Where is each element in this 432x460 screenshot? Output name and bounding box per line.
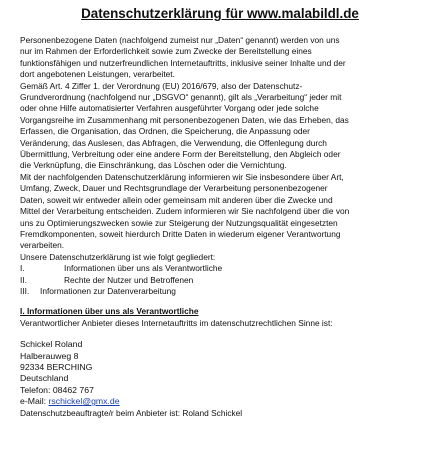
toc-number: I. bbox=[20, 263, 25, 274]
toc-number: III. bbox=[20, 285, 30, 296]
text-line: Fremdkomponenten, soweit hierdurch Dritte Daten in wiederum eigener Verantwortung bbox=[20, 228, 341, 239]
contact-block bbox=[20, 339, 420, 419]
text-line: Daten, soweit wir entweder allein oder gemeinsam mit anderen über die Zwecke und bbox=[20, 194, 333, 205]
toc-item bbox=[20, 286, 420, 297]
privacy-policy-page bbox=[20, 0, 420, 419]
toc-number: II. bbox=[20, 274, 27, 285]
text-line: Veränderung, das Auslesen, das Abfragen, die Verwendung, die Offenlegung durch bbox=[20, 137, 327, 148]
text-line: Umfang, Zweck, Dauer und Rechtsgrundlage der Verarbeitung personenbezogener bbox=[20, 183, 328, 194]
email-link[interactable]: rschickel@gmx.de bbox=[48, 396, 120, 407]
text-line: nur im Rahmen der Erforderlichkeit sowie zum Zwecke der Bereitstellung eines bbox=[20, 46, 312, 57]
text-line: oder ohne Hilfe automatisierter Verfahren ausgeführter Vorgang oder jede solche bbox=[20, 103, 319, 114]
text-line: Mit der nachfolgenden Datenschutzerklärung informieren wir Sie insbesondere über Art, bbox=[20, 171, 344, 182]
text-line: verarbeiten. bbox=[20, 240, 65, 251]
text-line: Vorgangsreihe im Zusammenhang mit personenbezogenen Daten, wie das Erheben, das bbox=[20, 114, 349, 125]
contact-phone: Telefon: 08462 767 bbox=[20, 384, 94, 395]
contact-country: Deutschland bbox=[20, 373, 69, 384]
text-line: Gemäß Art. 4 Ziffer 1. der Verordnung (EU) 2016/679, also der Datenschutz- bbox=[20, 80, 303, 91]
email-label: e-Mail: bbox=[20, 396, 49, 407]
toc-item bbox=[20, 275, 420, 286]
section-intro: Verantwortlicher Anbieter dieses Internetauftritts im datenschutzrechtlichen Sinne ist: bbox=[20, 317, 333, 328]
toc-item bbox=[20, 263, 420, 274]
text-line: Personenbezogene Daten (nachfolgend zumeist nur „Daten“ genannt) werden von uns bbox=[20, 35, 340, 45]
toc-label: Informationen zur Datenverarbeitung bbox=[40, 285, 176, 296]
text-line: die Verknüpfung, die Einschränkung, das Löschen oder die Vernichtung. bbox=[20, 160, 287, 171]
toc-label: Informationen über uns als Verantwortliche bbox=[64, 263, 223, 274]
text-line: uns zu Optimierungszwecken sowie zur Steigerung der Nutzungsqualität eingesetzten bbox=[20, 217, 338, 228]
table-of-contents bbox=[20, 263, 420, 297]
data-protection-officer: Datenschutzbeauftragte/r beim Anbieter ist: Roland Schickel bbox=[20, 407, 243, 418]
contact-name: Schickel Roland bbox=[20, 339, 83, 350]
contact-city: 92334 BERCHING bbox=[20, 361, 93, 372]
text-line: dort angebotenen Leistungen, verarbeitet. bbox=[20, 69, 175, 80]
text-line: Mittel der Verarbeitung entscheiden. Zudem informieren wir Sie nachfolgend über die von bbox=[20, 206, 350, 217]
intro-paragraph bbox=[20, 35, 420, 263]
contact-email-line bbox=[20, 396, 420, 407]
page-title: Datenschutzerklärung für www.malabildl.de bbox=[81, 6, 359, 21]
text-line: Erfassen, die Organisation, das Ordnen, die Speicherung, die Anpassung oder bbox=[20, 126, 310, 137]
toc-label: Rechte der Nutzer und Betroffenen bbox=[64, 274, 194, 285]
section-heading: I. Informationen über uns als Verantwortliche bbox=[20, 306, 199, 317]
contact-street: Halberauweg 8 bbox=[20, 350, 79, 361]
text-line: Unsere Datenschutzerklärung ist wie folgt gegliedert: bbox=[20, 251, 216, 262]
text-line: funktionsfähigen und nutzerfreundlichen Internetauftritts, inklusive seiner Inhalte und der bbox=[20, 57, 346, 68]
text-line: Übermittlung, Verbreitung oder eine andere Form der Bereitstellung, den Abgleich oder bbox=[20, 149, 341, 160]
text-line: Grundverordnung (nachfolgend nur „DSGVO“ genannt), gilt als „Verarbeitung“ jeder mit bbox=[20, 92, 342, 103]
